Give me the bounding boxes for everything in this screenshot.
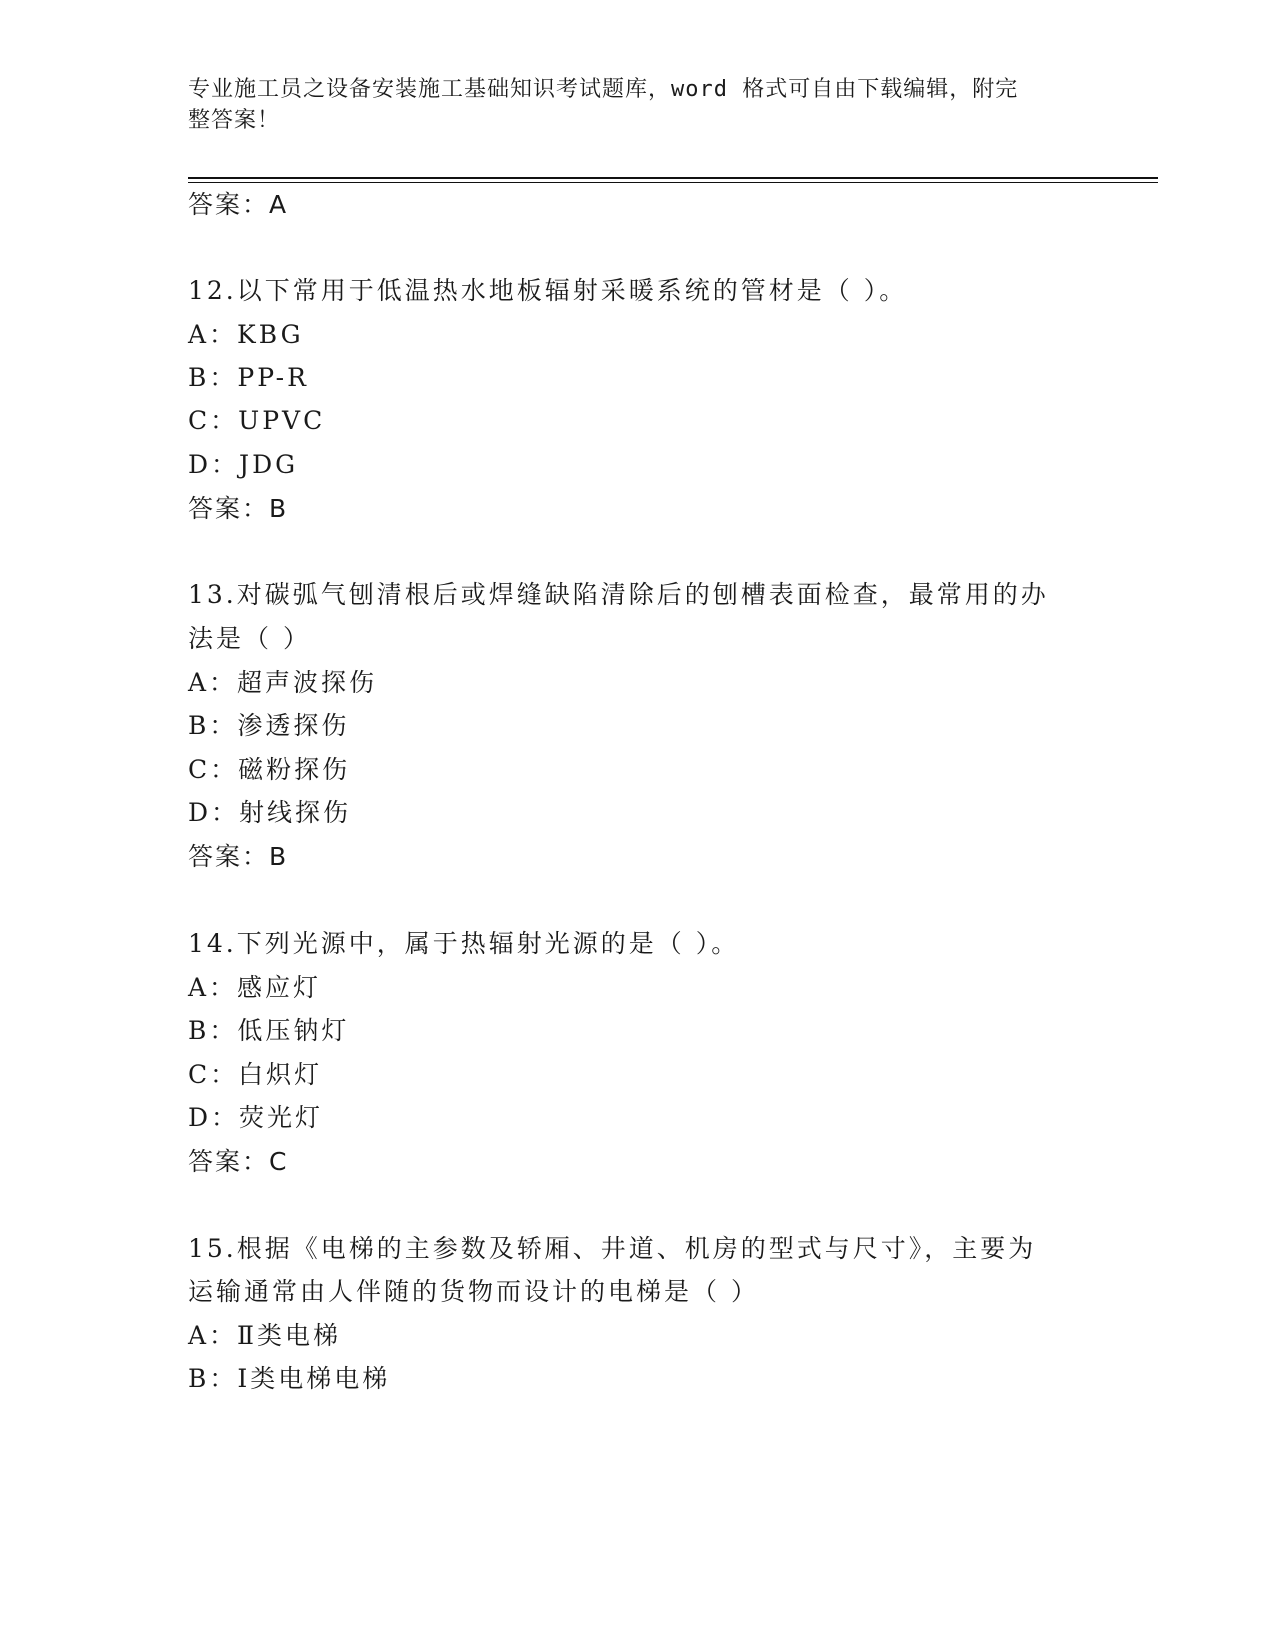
answer-q12: 答案：B xyxy=(188,494,289,523)
question-12-option-a: A：KBG xyxy=(188,320,304,349)
question-12-option-c: C：UPVC xyxy=(188,406,326,435)
question-14-stem: 14.下列光源中，属于热辐射光源的是（ ）。 xyxy=(188,929,740,958)
question-13-option-d: D：射线探伤 xyxy=(188,798,352,827)
answer-q14: 答案：C xyxy=(188,1147,289,1176)
question-12-option-d: D：JDG xyxy=(188,450,299,479)
question-15-stem-line-2: 运输通常由人伴随的货物而设计的电梯是（ ） xyxy=(188,1277,759,1306)
header-line-2: 整答案！ xyxy=(188,108,281,133)
question-15-stem-line-1: 15.根据《电梯的主参数及轿厢、井道、机房的型式与尺寸》，主要为 xyxy=(188,1234,1037,1263)
header-line-1: 专业施工员之设备安装施工基础知识考试题库，word 格式可自由下载编辑，附完 xyxy=(188,77,1019,102)
question-14-option-a: A：感应灯 xyxy=(188,973,322,1002)
question-13-option-b: B：渗透探伤 xyxy=(188,711,350,740)
answer-q11: 答案：A xyxy=(188,190,289,219)
question-15-option-a: A：Ⅱ类电梯 xyxy=(188,1321,342,1350)
header-divider-thin xyxy=(188,182,1158,183)
question-14-option-d: D：荧光灯 xyxy=(188,1103,324,1132)
answer-q13: 答案：B xyxy=(188,842,289,871)
header-divider-thick xyxy=(188,177,1158,179)
question-13-stem-line-1: 13.对碳弧气刨清根后或焊缝缺陷清除后的刨槽表面检查，最常用的办 xyxy=(188,580,1049,609)
question-13-stem-line-2: 法是（ ） xyxy=(188,624,311,653)
document-header xyxy=(188,74,1068,136)
question-13-option-a: A：超声波探伤 xyxy=(188,668,378,697)
question-12-option-b: B：PP-R xyxy=(188,363,309,392)
question-15-option-b: B：Ⅰ类电梯电梯 xyxy=(188,1364,391,1393)
question-14-option-b: B：低压钠灯 xyxy=(188,1016,350,1045)
question-12-stem: 12.以下常用于低温热水地板辐射采暖系统的管材是（ ）。 xyxy=(188,276,908,305)
question-14-option-c: C：白炽灯 xyxy=(188,1060,323,1089)
question-13-option-c: C：磁粉探伤 xyxy=(188,755,351,784)
